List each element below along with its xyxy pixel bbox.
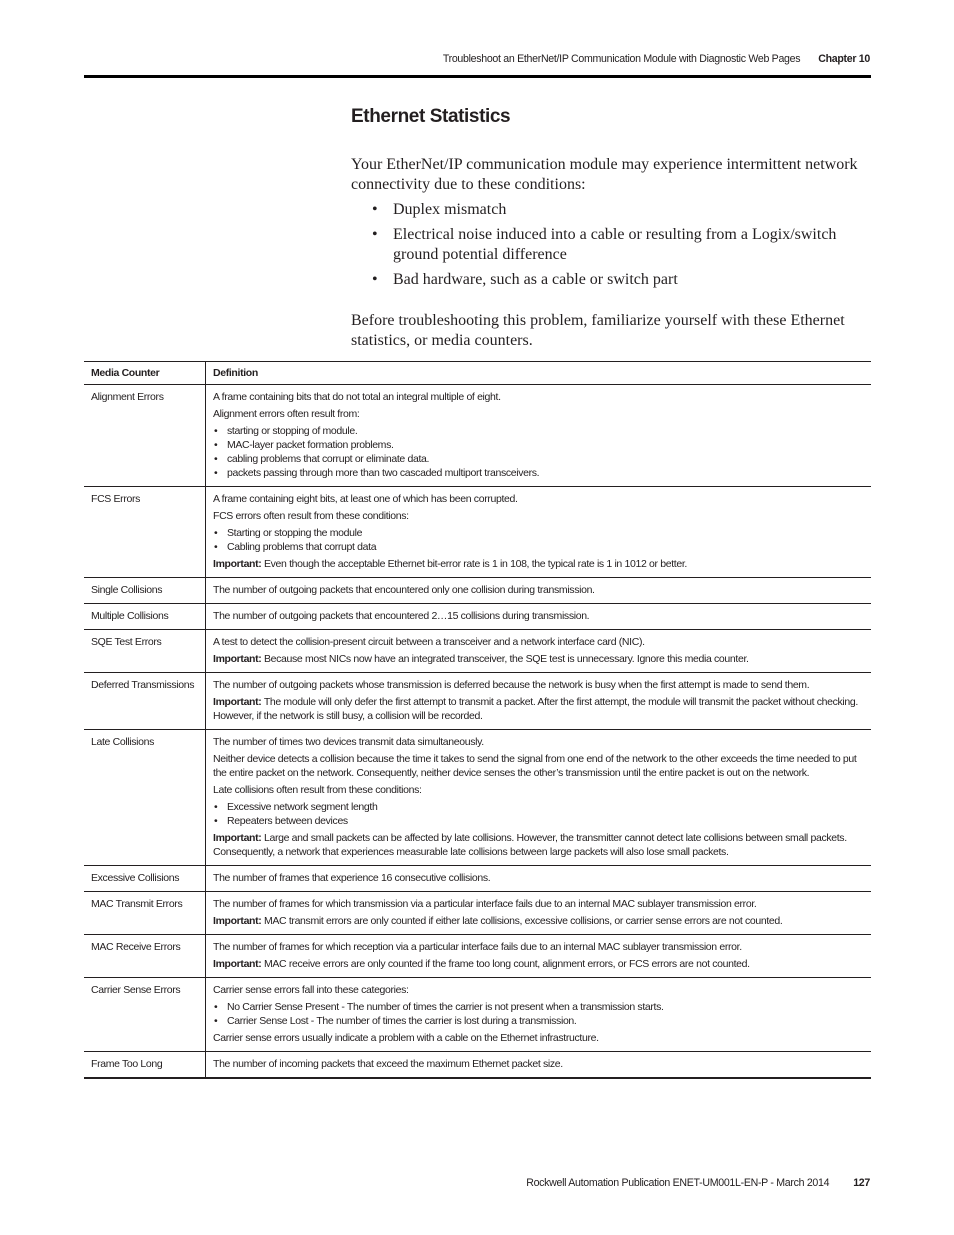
definition-cell (206, 1052, 872, 1079)
table-body (84, 385, 871, 1079)
important-note (213, 957, 864, 971)
important-text: The module will only defer the first attempt to transmit a packet. After the first attempt, the module will transmit the packet without checking. However, if the network is still busy, a collision will be recorded. (213, 696, 858, 722)
definition-list (213, 424, 864, 480)
definition-text: The number of frames that experience 16 consecutive collisions. (213, 872, 491, 884)
media-counter-cell: Frame Too Long (84, 1052, 206, 1079)
important-note (213, 557, 864, 571)
important-label: Important: (213, 915, 262, 927)
definition-text: Carrier sense errors fall into these categories: (213, 984, 409, 996)
definition-cell (206, 935, 872, 978)
table-header-row (84, 362, 871, 385)
important-text: Even though the acceptable Ethernet bit-error rate is 1 in 108, the typical rate is 1 in 1012 or better. (264, 558, 687, 570)
media-counter-cell: MAC Receive Errors (84, 935, 206, 978)
table-row (84, 578, 871, 604)
conditions-list (351, 200, 876, 295)
definition-text: FCS errors often result from these conditions: (213, 510, 409, 522)
media-counter-cell: SQE Test Errors (84, 630, 206, 673)
table-row (84, 604, 871, 630)
definition-text: Alignment errors often result from: (213, 408, 360, 420)
media-counter-cell: Alignment Errors (84, 385, 206, 487)
definition-text: The number of outgoing packets that encountered 2…15 collisions during transmission. (213, 610, 590, 622)
list-item: • Carrier Sense Lost - The number of times the carrier is lost during a transmission. (213, 1014, 864, 1028)
publication-info: Rockwell Automation Publication ENET-UM001L-EN-P - March 2014 (526, 1177, 830, 1189)
definition-cell (206, 578, 872, 604)
table-row (84, 866, 871, 892)
list-item: • Starting or stopping the module (213, 526, 864, 540)
definition-text: The number of frames for which reception via a particular interface fails due to an internal MAC sublayer transmission error. (213, 941, 742, 953)
important-text: Large and small packets can be affected by late collisions. However, the transmitter cannot detect late collisions between small packets. Consequently, a network that experiences measurable late collisions between large packets will also lose small packets. (213, 832, 847, 858)
media-counter-cell: Late Collisions (84, 730, 206, 866)
table-row (84, 730, 871, 866)
column-header-media-counter: Media Counter (84, 362, 206, 385)
list-item: • starting or stopping of module. (213, 424, 864, 438)
important-label: Important: (213, 696, 262, 708)
definition-text: A frame containing bits that do not total an integral multiple of eight. (213, 391, 501, 403)
column-header-definition: Definition (213, 367, 258, 379)
definition-cell (206, 385, 872, 487)
definition-list (213, 526, 864, 554)
definition-cell (206, 630, 872, 673)
definition-text: Neither device detects a collision because the time it takes to send the signal from one end of the network to the other exceeds the time needed to put the entire packet on the network. Consequently, neither device senses the other’s transmission until the entire packet is out on the network. (213, 753, 857, 779)
table-row (84, 487, 871, 578)
definition-cell (206, 730, 872, 866)
definition-cell (206, 604, 872, 630)
media-counter-table (84, 361, 871, 1079)
definition-text: A frame containing eight bits, at least one of which has been corrupted. (213, 493, 518, 505)
intro-paragraph: Your EtherNet/IP communication module may experience intermittent network connectivity due to these conditions: (351, 156, 858, 193)
media-counter-cell: MAC Transmit Errors (84, 892, 206, 935)
list-item: • MAC-layer packet formation problems. (213, 438, 864, 452)
table-row (84, 1052, 871, 1079)
table-row (84, 978, 871, 1052)
definition-cell (206, 892, 872, 935)
important-label: Important: (213, 832, 262, 844)
important-text: MAC receive errors are only counted if the frame too long count, alignment errors, or FCS errors are not counted. (264, 958, 750, 970)
media-counter-cell: Multiple Collisions (84, 604, 206, 630)
table-row (84, 630, 871, 673)
media-counter-cell: Carrier Sense Errors (84, 978, 206, 1052)
media-counter-cell: FCS Errors (84, 487, 206, 578)
list-item: • Cabling problems that corrupt data (213, 540, 864, 554)
table-row (84, 935, 871, 978)
table-row (84, 385, 871, 487)
list-item: • packets passing through more than two cascaded multiport transceivers. (213, 466, 864, 480)
important-text: MAC transmit errors are only counted if either late collisions, excessive collisions, or carrier sense errors are not counted. (264, 915, 783, 927)
definition-text: The number of outgoing packets that encountered only one collision during transmission. (213, 584, 595, 596)
page-footer (526, 1177, 870, 1189)
definition-text: The number of frames for which transmission via a particular interface fails due to an internal MAC sublayer transmission error. (213, 898, 757, 910)
list-item: • Electrical noise induced into a cable or resulting from a Logix/switch ground potential difference (351, 225, 876, 265)
definition-text: Carrier sense errors usually indicate a problem with a cable on the Ethernet infrastructure. (213, 1032, 599, 1044)
definition-list (213, 800, 864, 828)
definition-cell (206, 673, 872, 730)
definition-text: Late collisions often result from these conditions: (213, 784, 422, 796)
definition-cell (206, 487, 872, 578)
definition-text: The number of outgoing packets whose transmission is deferred because the network is busy when the first attempt is made to send them. (213, 679, 810, 691)
definition-cell (206, 978, 872, 1052)
definition-text: A test to detect the collision-present circuit between a transceiver and a network interface card (NIC). (213, 636, 645, 648)
list-item: • No Carrier Sense Present - The number of times the carrier is not present when a transmission starts. (213, 1000, 864, 1014)
page-number: 127 (853, 1177, 870, 1189)
running-header (443, 53, 870, 65)
list-item: • Repeaters between devices (213, 814, 864, 828)
important-label: Important: (213, 653, 262, 665)
table-row (84, 892, 871, 935)
definition-text: The number of incoming packets that exceed the maximum Ethernet packet size. (213, 1058, 563, 1070)
section-title: Ethernet Statistics (351, 106, 511, 127)
table-row (84, 673, 871, 730)
media-counter-cell: Deferred Transmissions (84, 673, 206, 730)
media-counter-cell: Single Collisions (84, 578, 206, 604)
list-item: • Duplex mismatch (351, 200, 876, 220)
media-counter-cell: Excessive Collisions (84, 866, 206, 892)
list-item: • Bad hardware, such as a cable or switch part (351, 270, 876, 290)
list-item: • cabling problems that corrupt or eliminate data. (213, 452, 864, 466)
header-rule (84, 75, 871, 78)
important-note (213, 831, 864, 859)
important-label: Important: (213, 558, 262, 570)
important-text: Because most NICs now have an integrated transceiver, the SQE test is unnecessary. Ignore this media counter. (264, 653, 749, 665)
important-note (213, 914, 864, 928)
chapter-label: Chapter 10 (818, 53, 870, 65)
definition-list (213, 1000, 864, 1028)
important-note (213, 652, 864, 666)
list-item: • Excessive network segment length (213, 800, 864, 814)
definition-cell (206, 866, 872, 892)
before-paragraph: Before troubleshooting this problem, familiarize yourself with these Ethernet statistics, or media counters. (351, 312, 845, 349)
important-label: Important: (213, 958, 262, 970)
important-note (213, 695, 864, 723)
definition-text: The number of times two devices transmit data simultaneously. (213, 736, 484, 748)
header-title: Troubleshoot an EtherNet/IP Communication Module with Diagnostic Web Pages (442, 53, 801, 65)
